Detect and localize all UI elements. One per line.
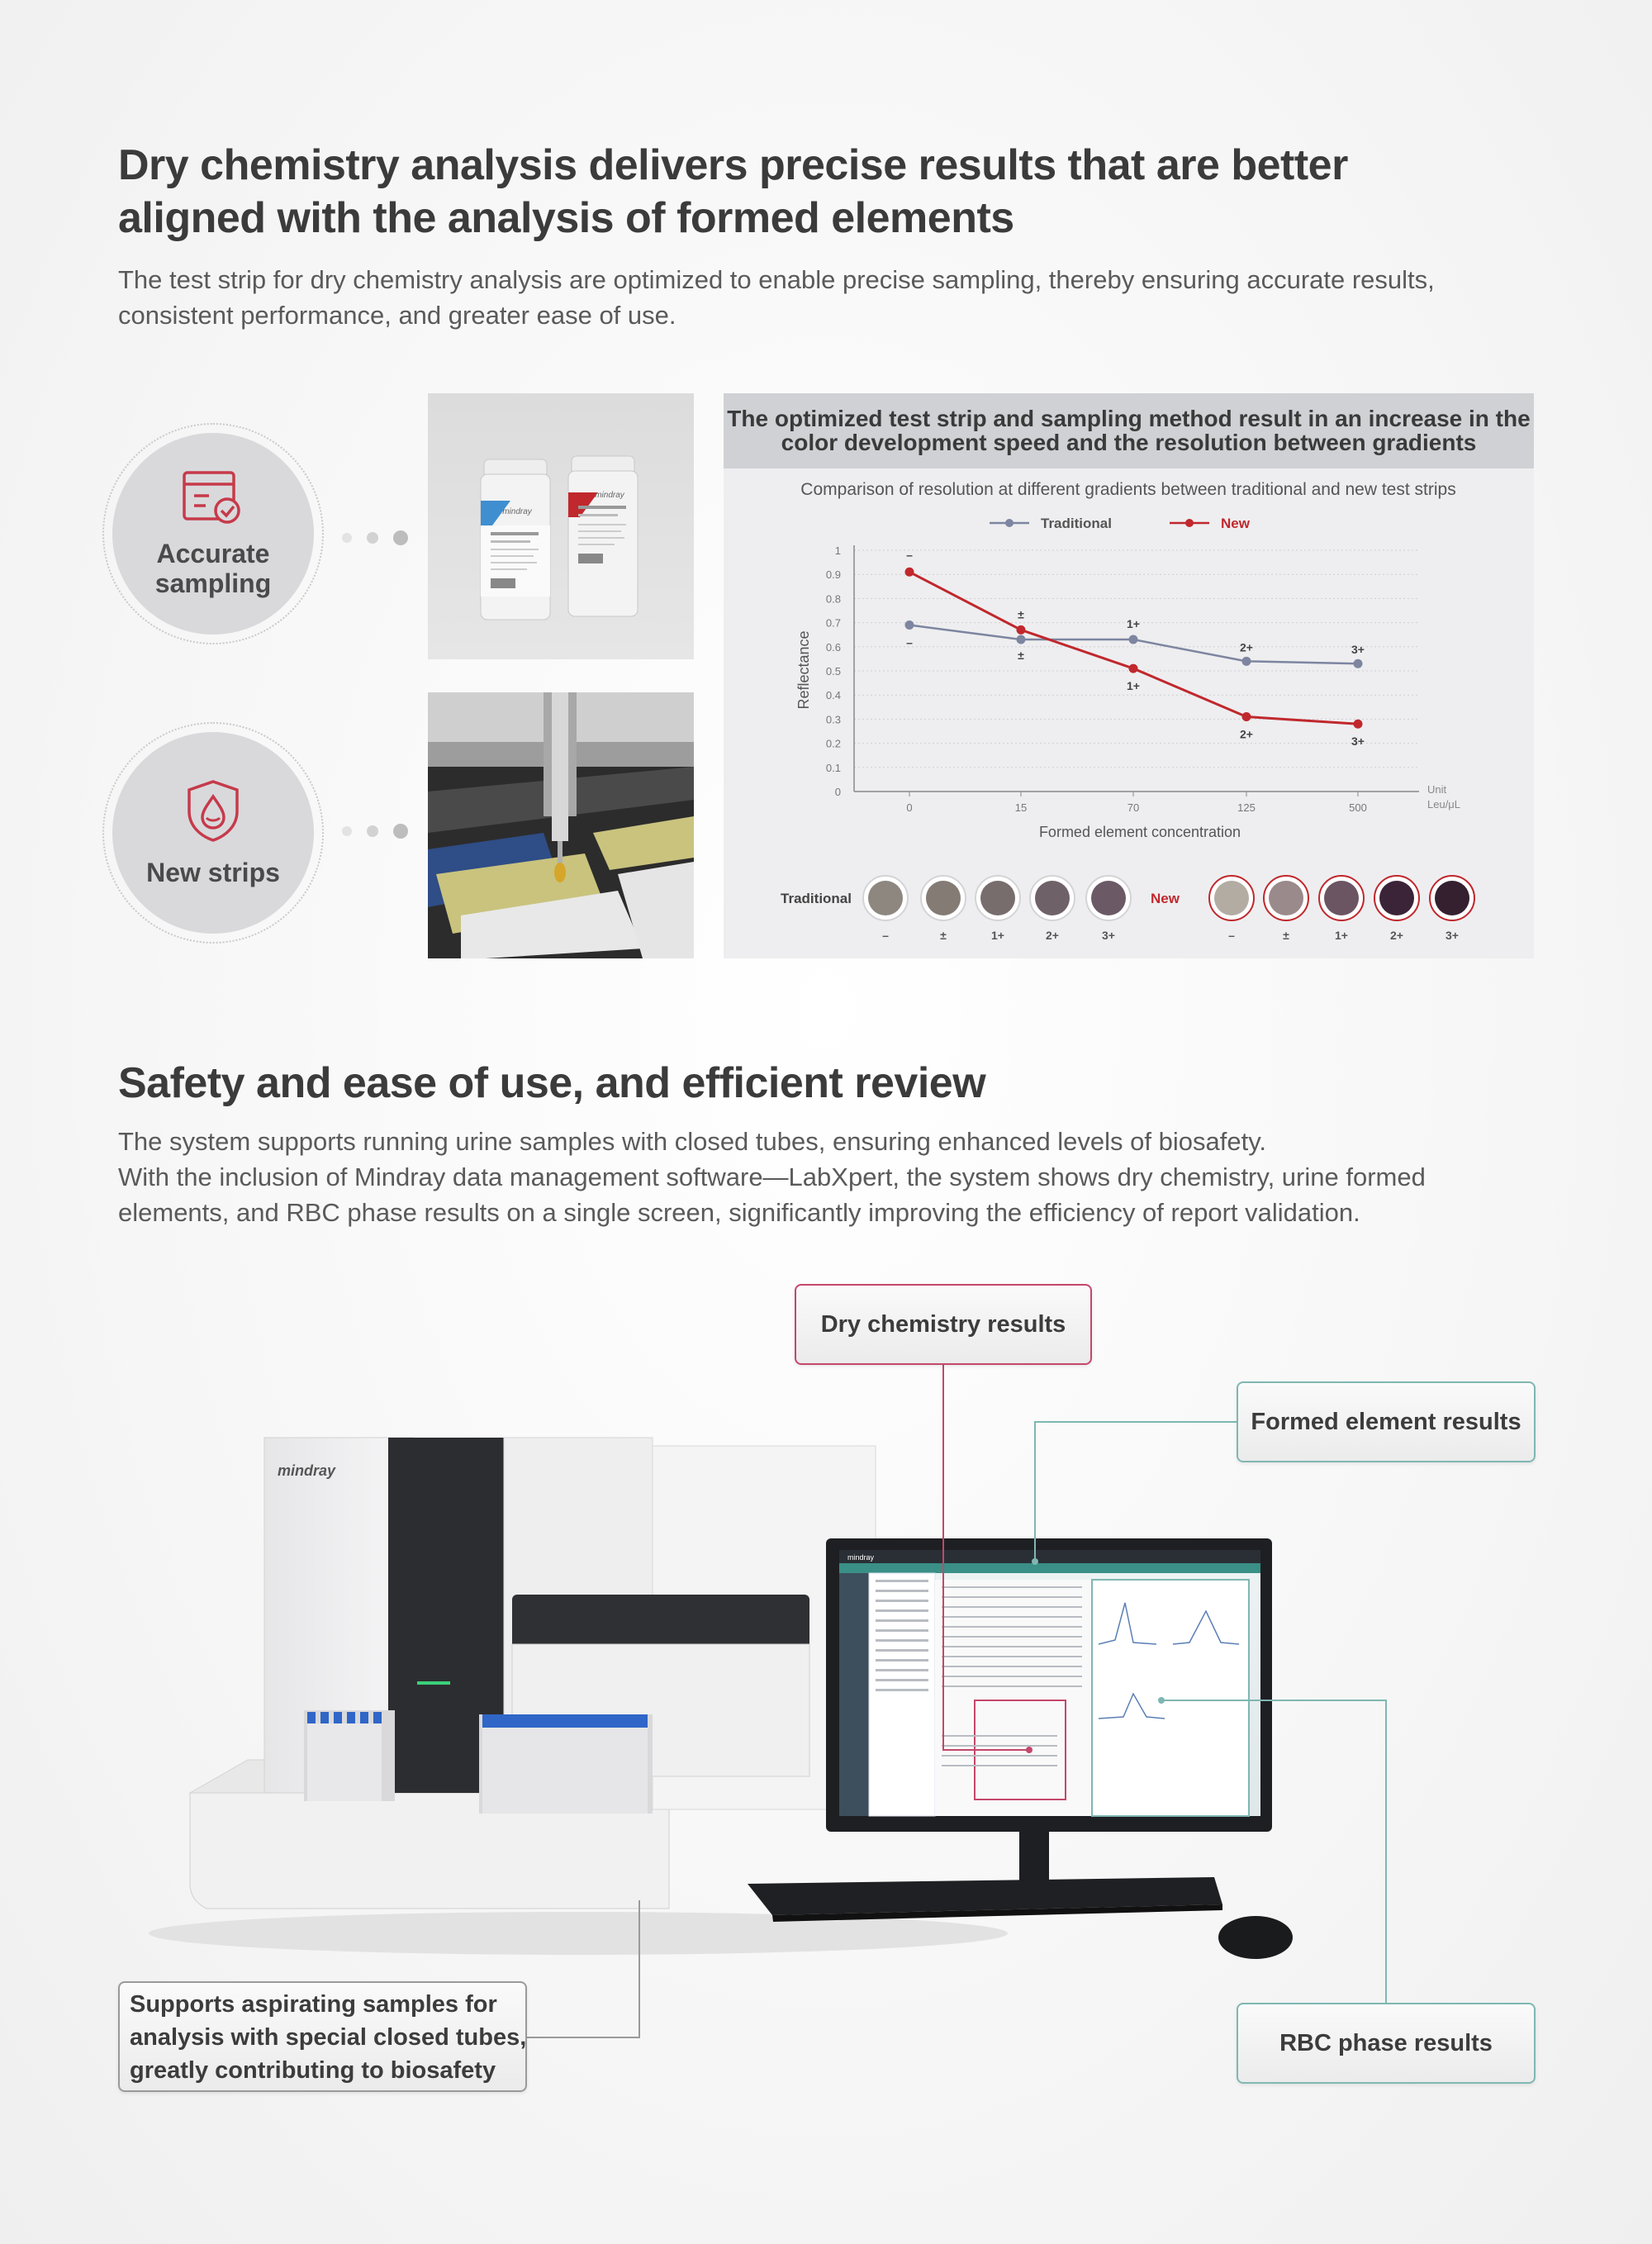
data-label: 3+	[1351, 643, 1365, 657]
swatch-grade: 1+	[1335, 929, 1348, 942]
y-tick-label: 0.8	[825, 592, 841, 606]
feature-label: Accurate sampling	[154, 539, 272, 598]
section1-body-line: consistent performance, and greater ease of use.	[118, 301, 676, 330]
section2-body-line: With the inclusion of Mindray data management software—LabXpert, the system shows dry chemistry, urine formed	[118, 1162, 1426, 1191]
x-tick-label: 125	[1237, 801, 1256, 814]
feature-label: New strips	[146, 858, 280, 887]
callout-formed-element-results: Formed element results	[1237, 1381, 1536, 1462]
callout-closed-tubes: Supports aspirating samples for analysis with special closed tubes, greatly contributing to biosafety	[118, 1981, 527, 2092]
data-label: 3+	[1351, 735, 1365, 749]
swatch-grade: 3+	[1446, 929, 1459, 942]
swatch-grade: –	[882, 929, 889, 942]
x-tick-label: 0	[906, 801, 913, 814]
y-tick-label: 1	[834, 544, 841, 557]
swatch-grade: ±	[1283, 929, 1289, 942]
swatch-row-label: New	[1151, 891, 1180, 906]
legend-label: New	[1221, 516, 1250, 531]
x-axis-label: Formed element concentration	[1038, 824, 1241, 840]
x-tick-label: 500	[1349, 801, 1367, 814]
data-label: ±	[1018, 649, 1024, 663]
y-axis-label: Reflectance	[795, 630, 812, 710]
section1-body-line: The test strip for dry chemistry analysis are optimized to enable precise sampling, thereby ensuring accurate results,	[118, 265, 1435, 294]
data-label: 1+	[1127, 679, 1140, 693]
data-label: –	[906, 635, 913, 649]
screen-brand: mindray	[847, 1553, 875, 1562]
chart-subtitle: Comparison of resolution at different gradients between traditional and new test strips	[800, 480, 1456, 499]
y-tick-label: 0.9	[825, 568, 841, 582]
analyzer-brand: mindray	[278, 1462, 336, 1479]
swatch-grade: 2+	[1046, 929, 1059, 942]
swatch-grade: 2+	[1390, 929, 1403, 942]
bottle-brand: mindray	[595, 491, 624, 500]
data-label: 2+	[1240, 640, 1253, 654]
y-tick-label: 0.6	[825, 640, 841, 654]
data-label: –	[906, 548, 913, 562]
y-tick-label: 0.1	[825, 761, 841, 774]
x-tick-label: 70	[1127, 801, 1140, 814]
section1-title-line: aligned with the analysis of formed elements	[118, 194, 1014, 242]
swatch-grade: –	[1228, 929, 1235, 942]
unit-label: Unit	[1427, 783, 1447, 796]
swatch-grade: ±	[940, 929, 947, 942]
data-label: 1+	[1127, 617, 1140, 631]
swatch-grade: 3+	[1102, 929, 1115, 942]
unit-label: Leu/μL	[1427, 798, 1461, 811]
swatch-row-label: Traditional	[781, 891, 852, 906]
y-tick-label: 0.3	[825, 713, 841, 726]
data-label: ±	[1018, 607, 1024, 621]
section2-body-line: The system supports running urine samples with closed tubes, ensuring enhanced levels of biosafety.	[118, 1127, 1267, 1156]
x-tick-label: 15	[1014, 801, 1028, 814]
section1-title-line: Dry chemistry analysis delivers precise results that are better	[118, 141, 1348, 189]
chart-panel-header: The optimized test strip and sampling method result in an increase in the color development speed and the resolution between gradients	[724, 393, 1534, 468]
callout-dry-chemistry-results: Dry chemistry results	[795, 1284, 1092, 1365]
y-tick-label: 0.7	[825, 616, 841, 630]
legend-label: Traditional	[1041, 516, 1112, 531]
callout-rbc-phase-results: RBC phase results	[1237, 2003, 1536, 2084]
y-tick-label: 0.4	[825, 689, 841, 702]
bottle-brand: mindray	[502, 507, 532, 516]
data-label: 2+	[1240, 727, 1253, 741]
swatch-grade: 1+	[991, 929, 1004, 942]
y-tick-label: 0	[834, 786, 841, 798]
section2-body-line: elements, and RBC phase results on a single screen, significantly improving the efficiency of report validation.	[118, 1198, 1360, 1227]
section2-title: Safety and ease of use, and efficient review	[118, 1059, 986, 1107]
y-tick-label: 0.5	[825, 665, 841, 677]
y-tick-label: 0.2	[825, 737, 841, 750]
